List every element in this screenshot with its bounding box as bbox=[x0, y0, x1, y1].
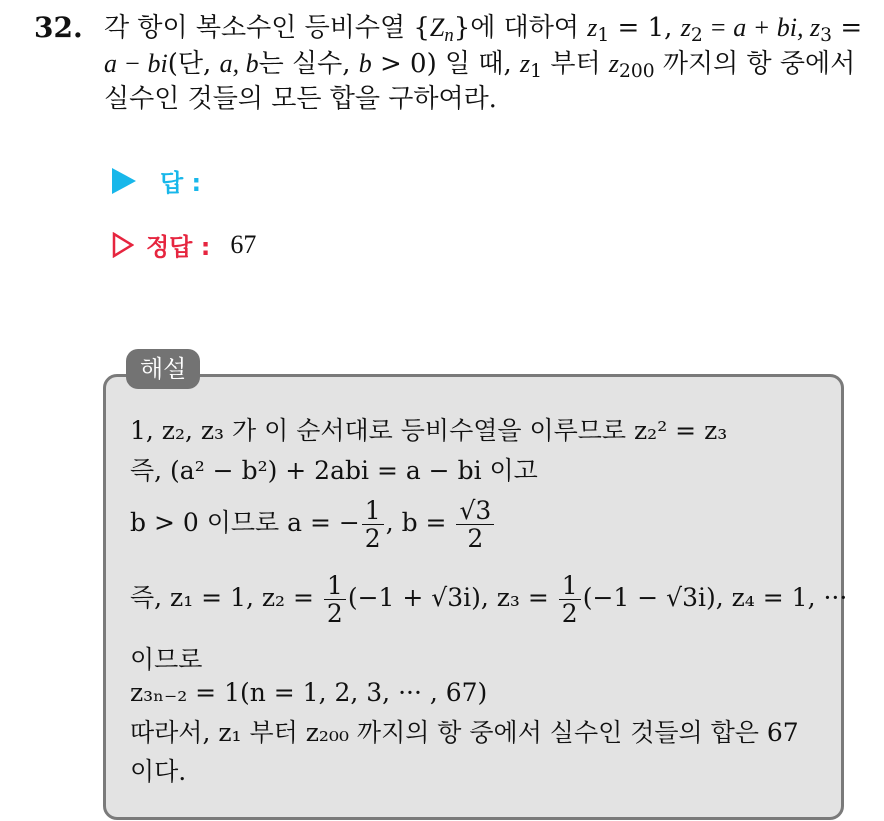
outline-triangle-icon bbox=[112, 232, 134, 258]
q1-text-b: }에 대하여 bbox=[453, 13, 588, 43]
solution-line-5: 이므로 bbox=[130, 645, 203, 674]
question-number: 32. bbox=[34, 11, 83, 44]
q2-text-l: 까지의 항 중에서 bbox=[654, 49, 856, 79]
question-line-1 bbox=[104, 10, 864, 46]
l4-text-b: (−1 + √3i), z₃ = bbox=[347, 583, 557, 612]
q1-eq2: = a + bi, bbox=[702, 13, 811, 42]
q2-z200: z bbox=[608, 49, 619, 78]
question-line-3: 실수인 것들의 모든 합을 구하여라. bbox=[104, 84, 497, 114]
fraction-one-half bbox=[362, 497, 384, 552]
q1-var-z: Z bbox=[429, 13, 445, 42]
frac-num: 1 bbox=[362, 497, 384, 525]
q2-expr: a − bi bbox=[104, 49, 168, 78]
q1-text-a: 각 항이 복소수인 등비수열 { bbox=[104, 13, 430, 43]
q1-eq1: = 1, bbox=[609, 13, 681, 43]
frac-den: 2 bbox=[467, 524, 484, 553]
q1-z3: z bbox=[810, 13, 821, 42]
frac-num: √3 bbox=[456, 497, 494, 525]
q1-z3-sub: 3 bbox=[820, 25, 833, 47]
fraction-sqrt3-half bbox=[456, 497, 494, 552]
solution-tag: 해설 bbox=[126, 349, 200, 389]
q2-text-b: (단, bbox=[167, 49, 220, 79]
correct-answer-label: 정답 : bbox=[146, 233, 211, 261]
q1-z1: z bbox=[587, 13, 598, 42]
q2-text-d: 는 실수, bbox=[258, 49, 359, 79]
q2-z1-sub: 1 bbox=[530, 61, 543, 83]
solution-line-3 bbox=[130, 497, 496, 552]
l4-text-a: 즉, z₁ = 1, z₂ = bbox=[130, 583, 322, 612]
question-line-2 bbox=[104, 46, 864, 82]
solution-line-6: z₃ₙ₋₂ = 1(n = 1, 2, 3, ··· , 67) bbox=[130, 678, 488, 707]
solution-line-1: 1, z₂, z₃ 가 이 순서대로 등비수열을 이루므로 z₂² = z₃ bbox=[130, 416, 728, 445]
q1-z2: z bbox=[680, 13, 691, 42]
frac-num: 1 bbox=[559, 572, 581, 600]
solution-line-7: 따라서, z₁ 부터 z₂₀₀ 까지의 항 중에서 실수인 것들의 합은 67 bbox=[130, 718, 799, 747]
q1-z1-sub: 1 bbox=[597, 25, 610, 47]
frac-den: 2 bbox=[326, 599, 343, 628]
fraction-one-half bbox=[559, 572, 581, 627]
q2-z200-sub: 200 bbox=[618, 61, 655, 83]
answer-row[interactable] bbox=[112, 163, 201, 198]
solution-line-4 bbox=[130, 572, 847, 627]
q1-sub-n: n bbox=[444, 25, 454, 47]
fraction-one-half bbox=[324, 572, 346, 627]
solution-line-2: 즉, (a² − b²) + 2abi = a − bi 이고 bbox=[130, 456, 538, 485]
q2-z1: z bbox=[520, 49, 531, 78]
solution-line-8: 이다. bbox=[130, 757, 187, 786]
answer-label: 답 : bbox=[160, 169, 202, 197]
l4-text-c: (−1 − √3i), z₄ = 1, ··· bbox=[582, 583, 848, 612]
frac-den: 2 bbox=[561, 599, 578, 628]
q1-z2-sub: 2 bbox=[690, 25, 703, 47]
question-text bbox=[104, 10, 864, 117]
l3-text-b: , b = bbox=[385, 508, 455, 537]
frac-den: 2 bbox=[364, 524, 381, 553]
q2-b: b bbox=[358, 49, 372, 78]
correct-answer-row bbox=[112, 227, 256, 262]
q1-eq3: = bbox=[832, 13, 863, 43]
l3-text-a: b > 0 이므로 a = − bbox=[130, 508, 360, 537]
frac-num: 1 bbox=[324, 572, 346, 600]
correct-answer-value: 67 bbox=[230, 229, 257, 259]
q2-text-f: > 0) 일 때, bbox=[371, 49, 521, 79]
problem bbox=[34, 10, 864, 117]
play-triangle-icon bbox=[112, 168, 136, 194]
q2-text-i: 부터 bbox=[542, 49, 609, 79]
q2-ab: a, b bbox=[219, 49, 259, 78]
